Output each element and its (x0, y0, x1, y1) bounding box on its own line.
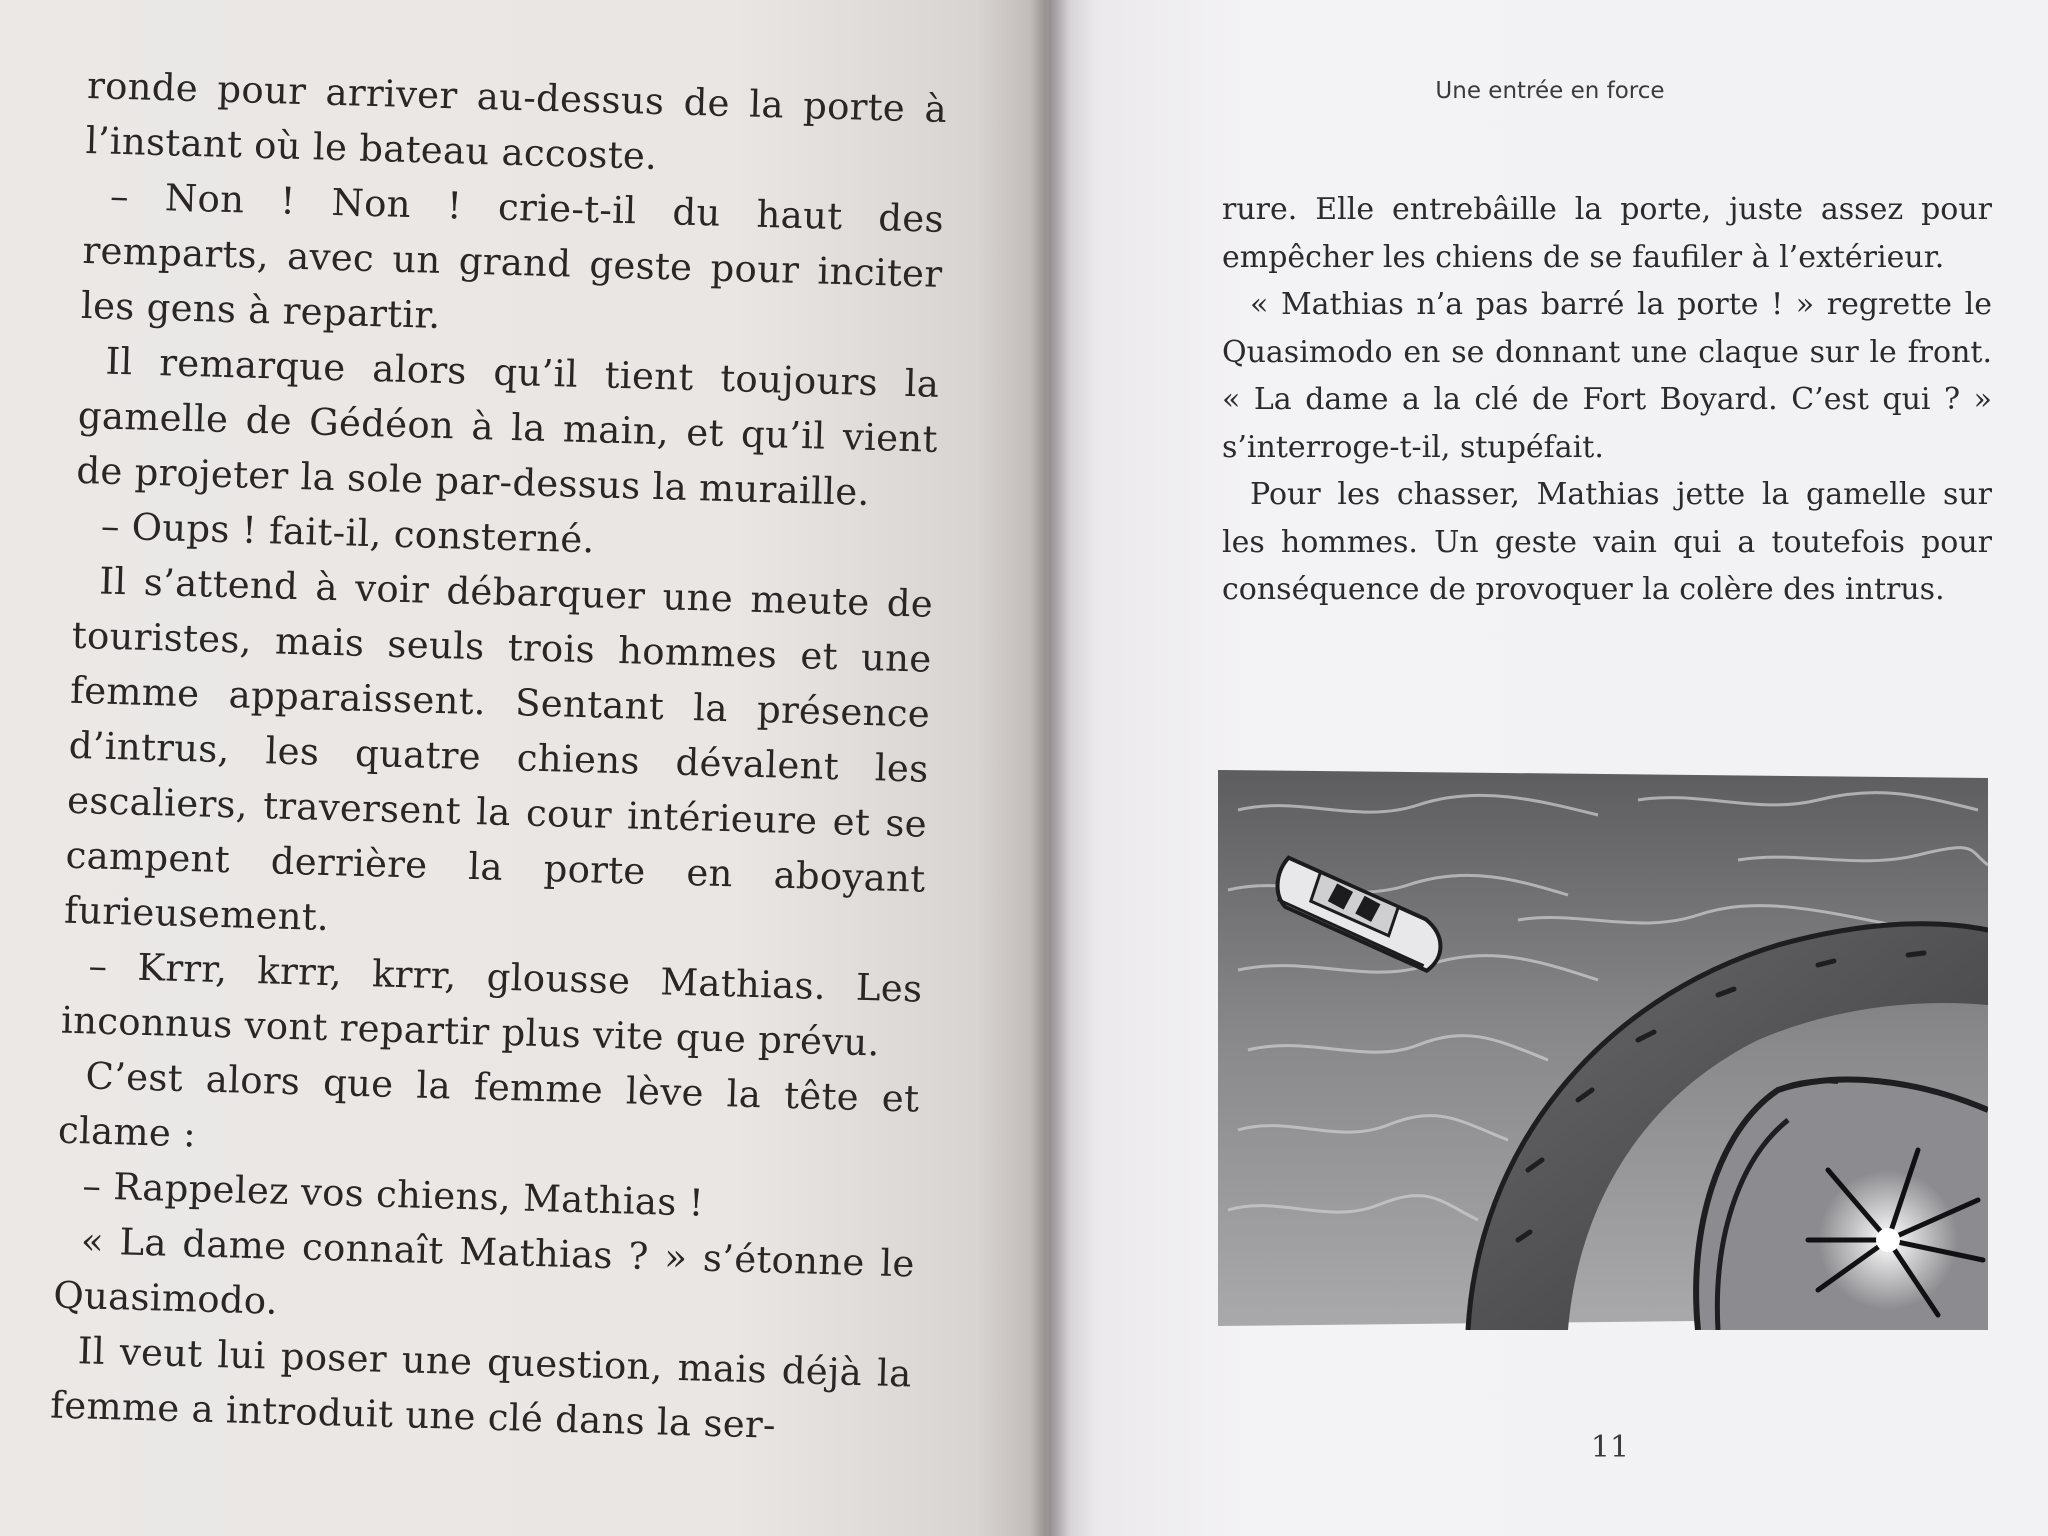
paragraph: Pour les chasser, Mathias jette la gamelle sur les hommes. Un geste vain qui a toutefois pour conséquence de provoquer la colère des intrus. (1222, 477, 1992, 607)
paragraph: – Krrr, krrr, krrr, glousse Mathias. Les inconnus vont repartir plus vite que prévu. (60, 944, 923, 1065)
paragraph: « Mathias n’a pas barré la porte ! » regrette le Quasimodo en se donnant une claque sur le front. « La dame a la clé de Fort Boyard. C’est qui ? » s’interroge-t-il, stupéfait. (1222, 287, 1992, 465)
paragraph: – Rappelez vos chiens, Mathias ! (81, 1164, 705, 1225)
paragraph: – Non ! Non ! crie-t-il du haut des remparts, avec un grand geste pour inciter les gens à repartir. (80, 174, 945, 337)
left-page-text (50, 58, 948, 1456)
book-gutter (1030, 0, 1070, 1536)
right-page-text (1222, 186, 1992, 614)
paragraph: C’est alors que la femme lève la tête et clame : (57, 1054, 920, 1156)
paragraph: Il veut lui poser une question, mais déjà la femme a introduit une clé dans la ser- (49, 1329, 913, 1447)
paragraph: Il s’attend à voir débarquer une meute de touristes, mais seuls trois hommes et une femme apparaissent. Sentant la présence d’intrus, les quatre chiens dévalent les escaliers, traversent la cour intérieure et se campent derrière la porte en aboyant furieusement. (63, 559, 934, 940)
page-number: 11 (1590, 1430, 1630, 1465)
paragraph: Il remarque alors qu’il tient toujours la gamelle de Gédéon à la main, et qu’il vient de projeter la sole par-dessus la muraille. (75, 339, 940, 514)
paragraph: rure. Elle entrebâille la porte, juste assez pour empêcher les chiens de se faufiler à l’extérieur. (1222, 192, 1992, 275)
fort-boat-illustration (1218, 770, 1988, 1330)
paragraph: « La dame connaît Mathias ? » s’étonne le Quasimodo. (52, 1219, 916, 1323)
paragraph: – Oups ! fait-il, consterné. (100, 504, 596, 562)
paragraph: ronde pour arriver au-dessus de la porte à l’instant où le bateau accoste. (85, 63, 948, 178)
running-head: Une entrée en force (1435, 78, 1665, 104)
